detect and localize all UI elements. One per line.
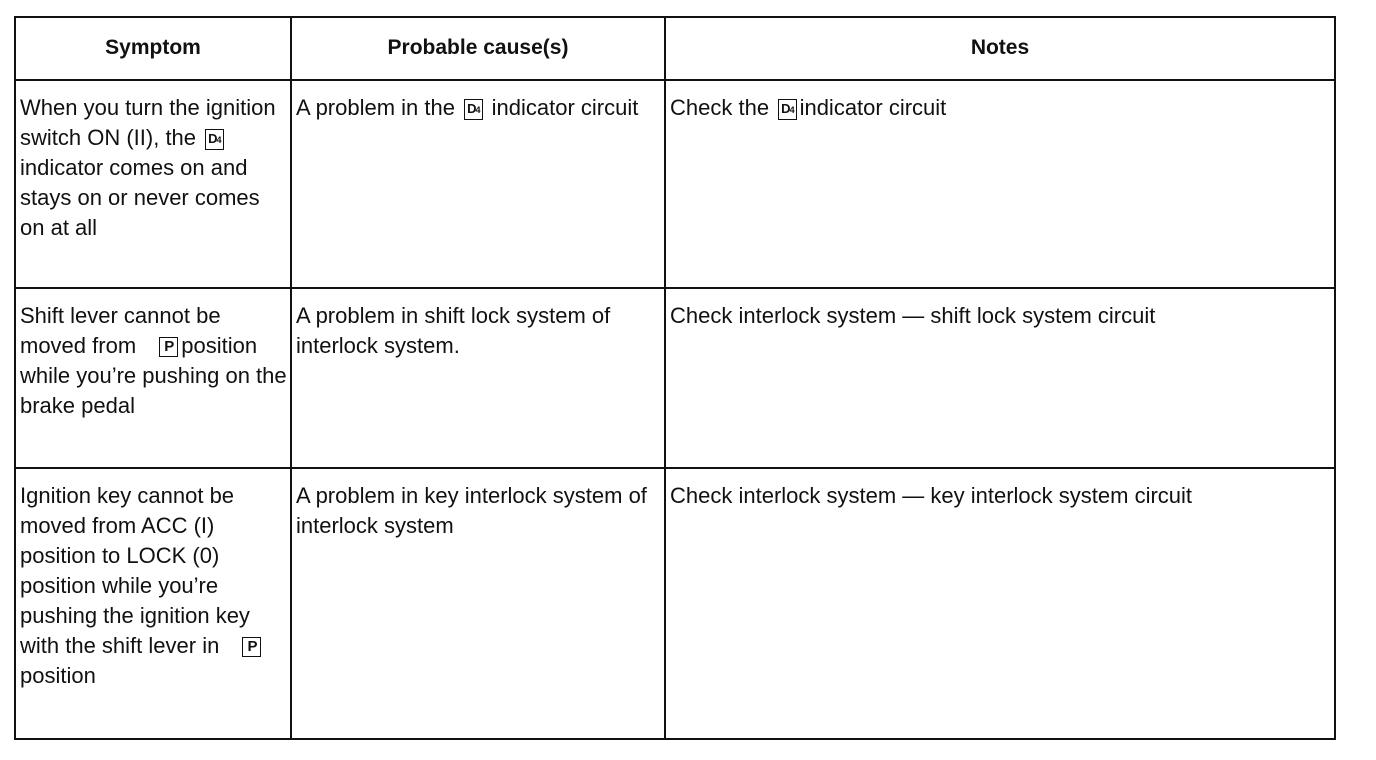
header-row [15, 17, 1335, 80]
cause-text: indicator circuit [485, 94, 639, 120]
symptom-text: position [20, 662, 96, 688]
notes-text: Check the [670, 94, 776, 120]
notes-text: Check interlock system — key interlock system circuit [670, 482, 1193, 508]
symptom-text: Ignition key cannot be moved from ACC (I) position to LOCK (0) position while you’re pushing the ignition key with the shift lever in [20, 482, 250, 658]
d4-indicator-icon: D4 [464, 99, 482, 120]
notes-text: Check interlock system — shift lock system circuit [670, 303, 1156, 329]
notes-cell [665, 80, 1335, 289]
header-symptom: Symptom [15, 17, 291, 80]
cause-text: A problem in key interlock system of interlock system [296, 482, 647, 538]
cause-text: A problem in shift lock system of interlock system. [296, 303, 611, 359]
table-row [15, 80, 1335, 289]
symptom-cell [15, 468, 291, 739]
symptom-cell [15, 288, 291, 467]
symptom-text: Shift lever cannot be moved from [20, 303, 221, 359]
d4-indicator-icon: D4 [205, 129, 223, 150]
symptom-text: When you turn the ignition switch ON (II), the [20, 94, 276, 150]
cause-text: A problem in the [296, 94, 462, 120]
notes-text: indicator circuit [799, 94, 947, 120]
symptom-text: position while you’re pushing on the brake pedal [20, 333, 287, 419]
park-position-icon: P [159, 337, 178, 357]
notes-cell [665, 288, 1335, 467]
d4-indicator-icon: D4 [778, 99, 796, 120]
header-notes: Notes [665, 17, 1335, 80]
header-probable-cause: Probable cause(s) [291, 17, 665, 80]
cause-cell [291, 468, 665, 739]
table-row [15, 468, 1335, 739]
cause-cell [291, 80, 665, 289]
symptom-text: indicator comes on and stays on or never comes on at all [20, 154, 260, 240]
troubleshooting-table [14, 16, 1336, 740]
notes-cell [665, 468, 1335, 739]
table-row [15, 288, 1335, 467]
park-position-icon: P [242, 637, 261, 657]
cause-cell [291, 288, 665, 467]
symptom-cell [15, 80, 291, 289]
